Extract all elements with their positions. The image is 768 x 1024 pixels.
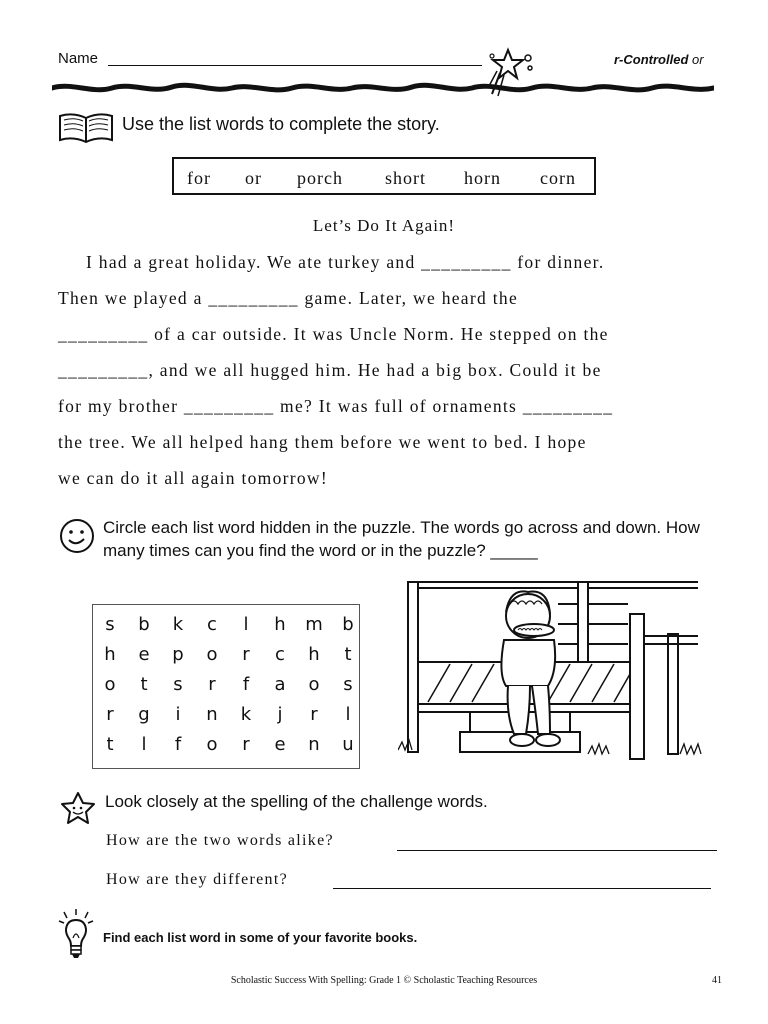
puzzle-letter[interactable]: h bbox=[104, 644, 116, 665]
story-line: we can do it all again tomorrow! bbox=[58, 468, 328, 488]
puzzle-letter[interactable]: s bbox=[343, 674, 353, 695]
puzzle-letter[interactable]: j bbox=[277, 704, 283, 725]
topic-italic: or bbox=[692, 52, 704, 67]
puzzle-letter[interactable]: o bbox=[104, 674, 116, 695]
list-word: for bbox=[187, 168, 211, 188]
puzzle-letter[interactable]: p bbox=[172, 644, 184, 665]
puzzle-letter[interactable]: c bbox=[275, 644, 285, 665]
puzzle-letter[interactable]: b bbox=[342, 614, 354, 635]
puzzle-letter[interactable]: f bbox=[242, 674, 250, 695]
instruction-challenge-words: Look closely at the spelling of the challenge words. bbox=[105, 792, 488, 811]
boy-eating-corn-on-porch-illustration bbox=[398, 574, 714, 760]
puzzle-letter[interactable]: l bbox=[141, 734, 147, 755]
puzzle-letter[interactable]: h bbox=[308, 644, 320, 665]
topic-bold: r-Controlled bbox=[614, 52, 689, 67]
list-word: porch bbox=[297, 168, 343, 188]
name-label: Name bbox=[58, 50, 99, 67]
word-list-box bbox=[172, 157, 596, 195]
puzzle-letter[interactable]: o bbox=[206, 734, 218, 755]
instruction-complete-story: Use the list words to complete the story. bbox=[122, 114, 440, 134]
footer-credit: Scholastic Success With Spelling: Grade 1 © Scholastic Teaching Resources bbox=[230, 975, 538, 986]
list-word: short bbox=[385, 168, 426, 188]
topic-heading bbox=[614, 52, 704, 67]
puzzle-letter[interactable]: s bbox=[173, 674, 183, 695]
puzzle-letter[interactable]: m bbox=[305, 614, 323, 635]
puzzle-letter[interactable]: t bbox=[140, 674, 148, 695]
puzzle-letter[interactable]: c bbox=[207, 614, 217, 635]
name-line[interactable] bbox=[108, 65, 482, 66]
puzzle-letter[interactable]: b bbox=[138, 614, 150, 635]
puzzle-letter[interactable]: r bbox=[208, 674, 216, 695]
puzzle-letter[interactable]: s bbox=[105, 614, 115, 635]
puzzle-letter[interactable]: r bbox=[242, 644, 250, 665]
puzzle-letter[interactable]: e bbox=[274, 734, 286, 755]
list-word: horn bbox=[464, 168, 501, 188]
page-number: 41 bbox=[712, 975, 722, 986]
puzzle-letter[interactable]: u bbox=[342, 734, 354, 755]
puzzle-letter[interactable]: h bbox=[274, 614, 286, 635]
story-title: Let’s Do It Again! bbox=[312, 216, 456, 235]
puzzle-letter[interactable]: i bbox=[175, 704, 181, 725]
story-line: _________ of a car outside. It was Uncle Norm. He stepped on the bbox=[58, 324, 609, 344]
answer-line-alike[interactable] bbox=[397, 850, 717, 851]
puzzle-letter[interactable]: e bbox=[138, 644, 150, 665]
list-word: or bbox=[245, 168, 262, 188]
smiley-face-icon bbox=[58, 517, 96, 555]
puzzle-letter[interactable]: k bbox=[240, 704, 252, 725]
open-book-icon bbox=[57, 110, 115, 146]
story-line: I had a great holiday. We ate turkey and _________ for dinner. bbox=[86, 252, 605, 272]
list-word: corn bbox=[540, 168, 576, 188]
word-search-grid bbox=[92, 604, 360, 769]
puzzle-letter[interactable]: n bbox=[308, 734, 320, 755]
puzzle-letter[interactable]: l bbox=[243, 614, 249, 635]
question-alike: How are the two words alike? bbox=[106, 832, 334, 849]
question-different: How are they different? bbox=[106, 871, 288, 888]
puzzle-letter[interactable]: r bbox=[106, 704, 114, 725]
puzzle-letter[interactable]: k bbox=[172, 614, 184, 635]
story-line: for my brother _________ me? It was full of ornaments _________ bbox=[58, 396, 614, 416]
star-face-icon bbox=[58, 790, 98, 826]
puzzle-letter[interactable]: t bbox=[106, 734, 114, 755]
puzzle-letter[interactable]: r bbox=[242, 734, 250, 755]
answer-line-different[interactable] bbox=[333, 888, 711, 889]
story-line: the tree. We all helped hang them before we went to bed. I hope bbox=[58, 432, 587, 452]
puzzle-letter[interactable]: a bbox=[274, 674, 286, 695]
puzzle-letter[interactable]: o bbox=[206, 644, 218, 665]
puzzle-letter[interactable]: g bbox=[138, 704, 150, 725]
tip-text: Find each list word in some of your favorite books. bbox=[103, 930, 418, 945]
puzzle-letter[interactable]: t bbox=[344, 644, 352, 665]
wavy-divider bbox=[52, 78, 714, 100]
light-bulb-icon bbox=[58, 908, 94, 962]
story-line: _________, and we all hugged him. He had a big box. Could it be bbox=[58, 360, 602, 380]
instruction-word-search: Circle each list word hidden in the puzzle. The words go across and down. How many times can you find the word or in the puzzle? _____ bbox=[103, 518, 700, 560]
puzzle-letter[interactable]: f bbox=[174, 734, 182, 755]
puzzle-letter[interactable]: r bbox=[310, 704, 318, 725]
story-line: Then we played a _________ game. Later, we heard the bbox=[58, 288, 519, 308]
puzzle-letter[interactable]: l bbox=[345, 704, 351, 725]
puzzle-letter[interactable]: o bbox=[308, 674, 320, 695]
puzzle-letter[interactable]: n bbox=[206, 704, 218, 725]
